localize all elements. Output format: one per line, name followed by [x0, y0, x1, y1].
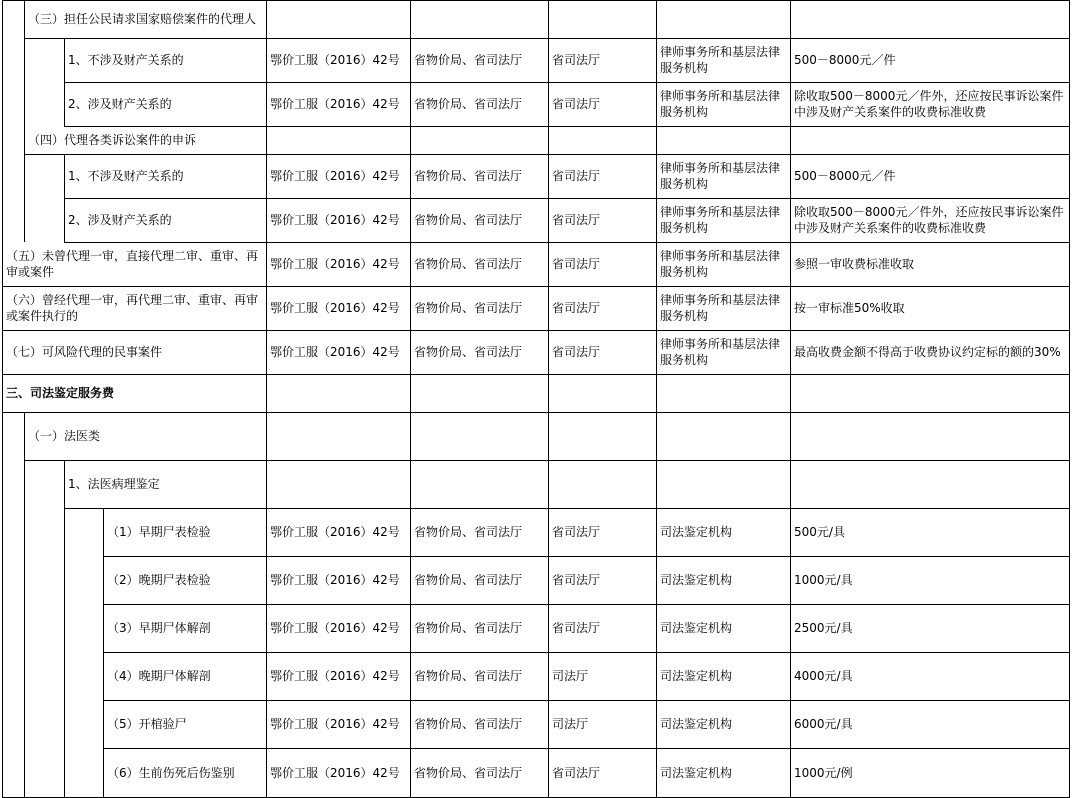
item-label: （1）早期尸表检验: [107, 525, 211, 539]
indent-divider: [24, 38, 25, 82]
item-label: （六）曾经代理一审，再代理二审、重审、再审或案件执行的: [6, 293, 259, 323]
document-number-cell: 鄂价工服（2016）42号: [270, 765, 400, 780]
fee-cell: 除收取500－8000元／件外，还应按民事诉讼案件中涉及财产关系案件的收费标准收费: [794, 89, 1064, 119]
indent-divider: [64, 700, 65, 748]
indent-divider: [64, 198, 65, 242]
supervisor-cell: 省司法厅: [552, 53, 601, 67]
document-number-cell: 鄂价工服（2016）42号: [270, 621, 400, 635]
item-label: （一）法医类: [28, 429, 101, 443]
organization-cell: 司法鉴定机构: [660, 573, 733, 587]
item-label: （3）早期尸体解剖: [107, 621, 211, 635]
fee-cell: 参照一审收费标准收取: [794, 257, 915, 271]
approver-cell: 省物价局、省司法厅: [414, 301, 523, 315]
organization-cell: 司法鉴定机构: [660, 621, 733, 635]
indent-divider: [24, 154, 25, 198]
approver-cell: 省物价局、省司法厅: [414, 525, 523, 539]
supervisor-cell: 省司法厅: [552, 573, 601, 587]
indent-divider: [24, 82, 25, 126]
approver-cell: 省物价局、省司法厅: [414, 345, 523, 359]
supervisor-cell: 省司法厅: [552, 257, 601, 271]
item-label: （五）未曾代理一审，直接代理二审、重审、再审或案件: [6, 249, 259, 279]
item-label: （四）代理各类诉讼案件的申诉: [28, 133, 197, 147]
supervisor-cell: 省司法厅: [552, 213, 601, 227]
column-divider: [266, 0, 267, 797]
indent-divider: [103, 508, 104, 556]
item-label: 1、不涉及财产关系的: [68, 169, 184, 183]
fee-cell: 500－8000元／件: [794, 53, 896, 67]
indent-divider: [103, 556, 104, 604]
indent-divider: [24, 412, 25, 460]
approver-cell: 省物价局、省司法厅: [414, 717, 523, 731]
item-label: （4）晚期尸体解剖: [107, 669, 211, 683]
approver-cell: 省物价局、省司法厅: [414, 213, 523, 227]
organization-cell: 律师事务所和基层法律服务机构: [660, 161, 781, 191]
organization-cell: 律师事务所和基层法律服务机构: [660, 337, 781, 367]
document-number-cell: 鄂价工服（2016）42号: [270, 213, 400, 227]
item-label: （七）可风险代理的民事案件: [6, 345, 163, 359]
indent-divider: [24, 198, 25, 242]
indent-divider: [24, 652, 25, 700]
approver-cell: 省物价局、省司法厅: [414, 573, 523, 587]
indent-divider: [64, 508, 65, 556]
organization-cell: 司法鉴定机构: [660, 525, 733, 539]
column-divider: [656, 0, 657, 797]
approver-cell: 省物价局、省司法厅: [414, 669, 523, 683]
document-number-cell: 鄂价工服（2016）42号: [270, 525, 400, 539]
fee-cell: 2500元/具: [794, 621, 853, 635]
organization-cell: 司法鉴定机构: [660, 669, 733, 683]
supervisor-cell: 司法厅: [552, 669, 589, 683]
supervisor-cell: 司法厅: [552, 717, 589, 731]
indent-divider: [24, 604, 25, 652]
item-label: 2、涉及财产关系的: [68, 213, 172, 227]
fee-cell: 500－8000元／件: [794, 169, 896, 183]
indent-divider: [24, 556, 25, 604]
indent-divider: [24, 748, 25, 797]
indent-divider: [103, 700, 104, 748]
organization-cell: 司法鉴定机构: [660, 765, 733, 780]
indent-divider: [24, 460, 25, 508]
organization-cell: 律师事务所和基层法律服务机构: [660, 205, 781, 235]
fee-cell: 1000元/具: [794, 573, 853, 587]
column-divider: [410, 0, 411, 797]
approver-cell: 省物价局、省司法厅: [414, 53, 523, 67]
fee-cell: 500元/具: [794, 525, 845, 539]
organization-cell: 律师事务所和基层法律服务机构: [660, 45, 781, 75]
indent-divider: [24, 126, 25, 154]
document-number-cell: 鄂价工服（2016）42号: [270, 717, 400, 731]
supervisor-cell: 省司法厅: [552, 621, 601, 635]
item-label: 三、司法鉴定服务费: [6, 386, 115, 400]
supervisor-cell: 省司法厅: [552, 345, 601, 359]
supervisor-cell: 省司法厅: [552, 301, 601, 315]
indent-divider: [64, 154, 65, 198]
document-number-cell: 鄂价工服（2016）42号: [270, 169, 400, 183]
item-label: （5）开棺验尸: [107, 717, 187, 731]
item-label: （三）担任公民请求国家赔偿案件的代理人: [28, 12, 257, 26]
document-number-cell: 鄂价工服（2016）42号: [270, 573, 400, 587]
fee-cell: 6000元/具: [794, 717, 853, 731]
fee-cell: 4000元/具: [794, 669, 853, 683]
indent-divider: [24, 0, 25, 38]
indent-divider: [64, 38, 65, 82]
indent-divider: [103, 652, 104, 700]
indent-divider: [24, 508, 25, 556]
approver-cell: 省物价局、省司法厅: [414, 97, 523, 111]
fee-cell: 按一审标准50%收取: [794, 301, 905, 315]
supervisor-cell: 省司法厅: [552, 169, 601, 183]
indent-divider: [24, 700, 25, 748]
column-divider: [790, 0, 791, 797]
item-label: （6）生前伤死后伤鉴别: [107, 765, 235, 780]
item-label: （2）晚期尸表检验: [107, 573, 211, 587]
approver-cell: 省物价局、省司法厅: [414, 169, 523, 183]
document-number-cell: 鄂价工服（2016）42号: [270, 301, 400, 315]
item-label: 1、不涉及财产关系的: [68, 53, 184, 67]
organization-cell: 律师事务所和基层法律服务机构: [660, 89, 781, 119]
document-number-cell: 鄂价工服（2016）42号: [270, 669, 400, 683]
organization-cell: 司法鉴定机构: [660, 717, 733, 731]
document-number-cell: 鄂价工服（2016）42号: [270, 345, 400, 359]
approver-cell: 省物价局、省司法厅: [414, 765, 523, 780]
column-divider: [548, 0, 549, 797]
approver-cell: 省物价局、省司法厅: [414, 621, 523, 635]
table-right-border: [1069, 0, 1070, 797]
organization-cell: 律师事务所和基层法律服务机构: [660, 293, 781, 323]
indent-divider: [64, 604, 65, 652]
document-number-cell: 鄂价工服（2016）42号: [270, 97, 400, 111]
item-label: 2、涉及财产关系的: [68, 97, 172, 111]
supervisor-cell: 省司法厅: [552, 525, 601, 539]
item-label: 1、法医病理鉴定: [68, 477, 160, 491]
indent-divider: [64, 82, 65, 126]
supervisor-cell: 省司法厅: [552, 97, 601, 111]
indent-divider: [103, 748, 104, 797]
indent-divider: [64, 460, 65, 508]
approver-cell: 省物价局、省司法厅: [414, 257, 523, 271]
indent-divider: [64, 652, 65, 700]
indent-divider: [64, 556, 65, 604]
fee-cell: 除收取500－8000元／件外，还应按民事诉讼案件中涉及财产关系案件的收费标准收费: [794, 205, 1064, 235]
indent-divider: [103, 604, 104, 652]
organization-cell: 律师事务所和基层法律服务机构: [660, 249, 781, 279]
fee-cell: 最高收费金额不得高于收费协议约定标的额的30%: [794, 345, 1061, 359]
document-number-cell: 鄂价工服（2016）42号: [270, 53, 400, 67]
table-left-border: [2, 0, 3, 797]
document-number-cell: 鄂价工服（2016）42号: [270, 257, 400, 271]
fee-cell: 1000元/例: [794, 765, 853, 780]
indent-divider: [64, 748, 65, 797]
supervisor-cell: 省司法厅: [552, 765, 601, 780]
